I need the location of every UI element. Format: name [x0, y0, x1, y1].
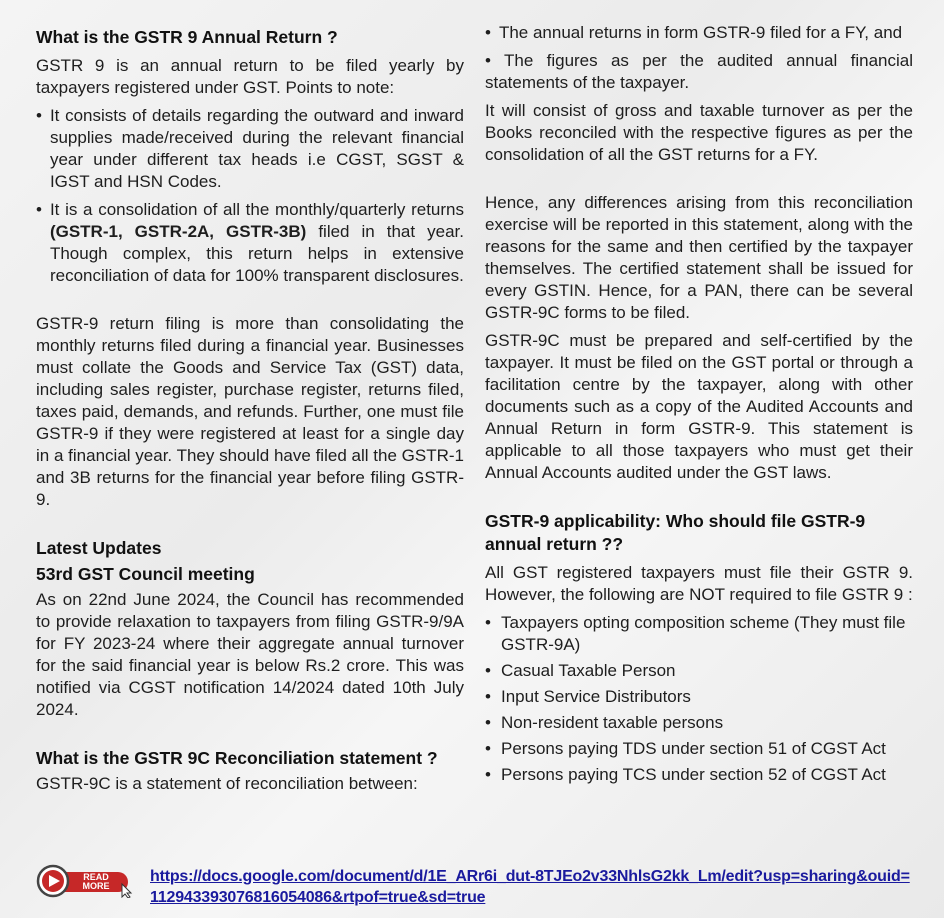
read-label: READ: [83, 872, 109, 882]
right-column: [485, 22, 913, 790]
bullet-text: [50, 199, 464, 287]
left-column: [36, 22, 464, 795]
paragraph-hence: Hence, any differences arising from this reconciliation exercise will be reported in this statement, along with the reasons for the same and then certified by the taxpayer themselves. The certified statement shall be issued for every GSTIN. Hence, for a PAN, there can be several GSTR-9C forms to be filed.: [485, 193, 913, 322]
bullet-icon: •: [485, 613, 491, 632]
list-item: [485, 50, 913, 94]
list-item-text: Taxpayers opting composition scheme (They must file GSTR-9A): [501, 613, 906, 654]
list-item: [485, 712, 913, 734]
bullet-icon: •: [36, 106, 42, 125]
play-circle-icon: [36, 864, 136, 898]
more-label: MORE: [82, 881, 110, 891]
paragraph-all-taxpayers: All GST registered taxpayers must file their GSTR 9. However, the following are NOT required to file GSTR 9 :: [485, 563, 913, 604]
list-item: [485, 738, 913, 760]
paragraph-council-meeting: As on 22nd June 2024, the Council has recommended to provide relaxation to taxpayers from filing GSTR-9/9A for FY 2023-24 where their aggregate annual turnover for the said financial year is below Rs.2 crore. This was notified via CGST notification 14/2024 dated 10th July 2024.: [36, 590, 464, 719]
list-item-text: Casual Taxable Person: [501, 661, 676, 680]
bullet-icon: •: [485, 739, 491, 758]
bullet-icon: •: [485, 51, 491, 70]
heading-latest-updates: Latest Updates: [36, 538, 162, 558]
bullet-icon: •: [485, 687, 491, 706]
heading-gstr9c: What is the GSTR 9C Reconciliation statement ?: [36, 748, 438, 768]
list-item: [485, 612, 913, 656]
paragraph-consolidating: GSTR-9 return filing is more than consolidating the monthly returns filed during a financial year. Businesses must collate the Goods and Service Tax (GST) data, including sales register, purchase register, returns filed, taxes paid, demands, and refunds. Further, one must file GSTR-9 if they were registered at least for a single day in a financial year. They should have filed all the GSTR-1 and 3B returns for the financial year before filing GSTR-9.: [36, 314, 464, 509]
bullet-icon: •: [485, 765, 491, 784]
bullet-text-post: filed in that year. Though complex, this return helps in extensive reconciliation of data for 100% transparent disclosures.: [49, 222, 464, 285]
bullet-text-bold: (GSTR-1, GSTR-2A, GSTR-3B): [49, 222, 307, 241]
not-required-list: [485, 612, 913, 786]
bullet-text-pre: It is a consolidation of all the monthly/quarterly returns: [49, 200, 464, 219]
list-item-text: Input Service Distributors: [501, 687, 691, 706]
paragraph-turnover: It will consist of gross and taxable turnover as per the Books reconciled with the respective figures as per the consolidation of all the GST returns for a FY.: [485, 101, 913, 164]
heading-applicability: GSTR-9 applicability: Who should file GSTR-9 annual return ??: [485, 511, 866, 554]
list-item: [485, 22, 913, 44]
list-item: [485, 660, 913, 682]
paragraph-intro: GSTR 9 is an annual return to be filed yearly by taxpayers registered under GST. Points to note:: [36, 56, 464, 97]
list-item: [36, 105, 464, 193]
read-more-link[interactable]: https://docs.google.com/document/d/1E_ARr6i_dut-8TJEo2v33NhlsG2kk_Lm/edit?usp=sharing&ouid=112943393076816054086&rtpof=true&sd=true: [150, 868, 910, 906]
bullet-text: It consists of details regarding the outward and inward supplies made/received during the relevant financial year under different tax heads i.e CGST, SGST & IGST and HSN Codes.: [49, 106, 464, 191]
bullet-icon: •: [36, 200, 42, 219]
read-more-button[interactable]: [36, 864, 136, 898]
heading-gstr9-annual-return: What is the GSTR 9 Annual Return ?: [36, 27, 338, 47]
bullet-text: The figures as per the audited annual financial statements of the taxpayer.: [485, 51, 913, 92]
list-item: [485, 764, 913, 786]
paragraph-gstr9c: GSTR-9C is a statement of reconciliation between:: [36, 774, 418, 793]
list-item-text: Persons paying TCS under section 52 of CGST Act: [501, 765, 886, 784]
bullet-icon: •: [485, 661, 491, 680]
bullet-text: The annual returns in form GSTR-9 filed for a FY, and: [498, 23, 903, 42]
list-item-text: Non-resident taxable persons: [501, 713, 724, 732]
list-item-text: Persons paying TDS under section 51 of CGST Act: [501, 739, 886, 758]
paragraph-prepared: GSTR-9C must be prepared and self-certified by the taxpayer. It must be filed on the GST portal or through a facilitation centre by the taxpayer, along with other documents such as a copy of the Audited Accounts and Annual Return in form GSTR-9. This statement is applicable to all those taxpayers who must get their Annual Accounts audited under the GST laws.: [485, 331, 913, 482]
heading-council-meeting: 53rd GST Council meeting: [36, 564, 255, 584]
list-item: [485, 686, 913, 708]
bullet-icon: •: [485, 713, 491, 732]
bullet-icon: •: [485, 23, 491, 42]
list-item: [36, 199, 464, 287]
